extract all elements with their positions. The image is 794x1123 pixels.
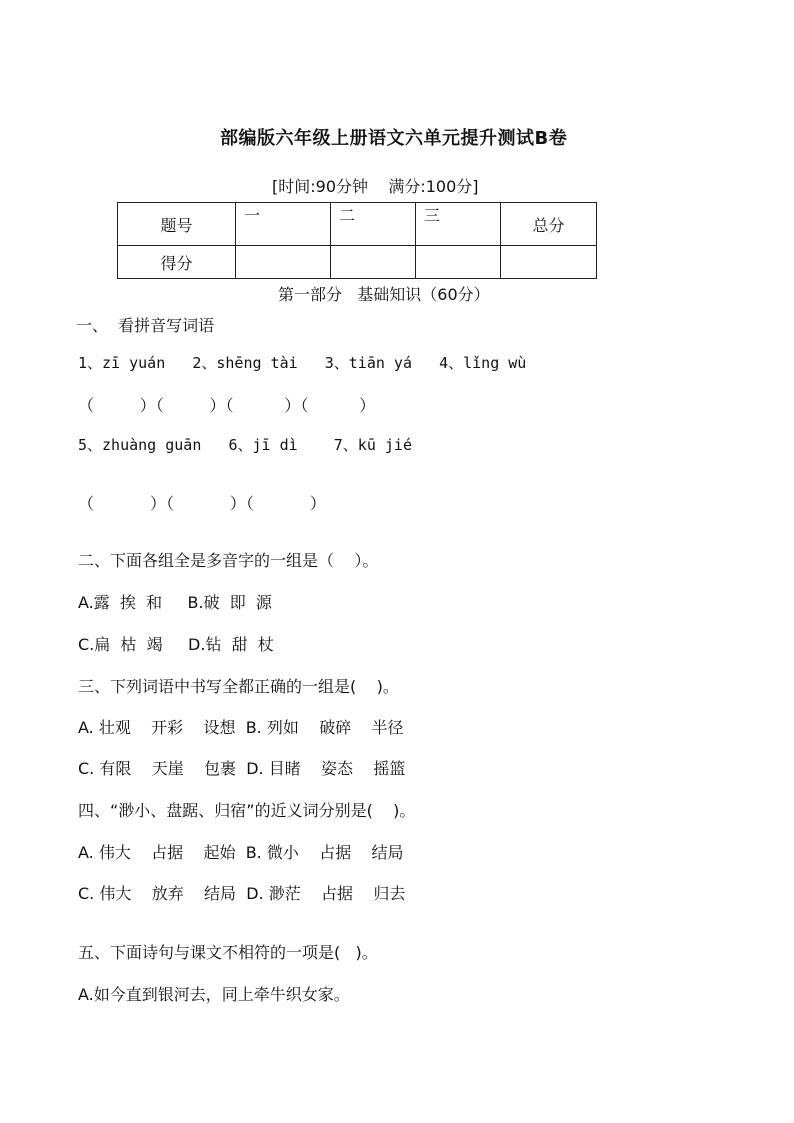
- score-table-header-total: 总分: [501, 203, 597, 246]
- q4-title: 四、“渺小、盘踞、归宿”的近义词分别是( )。: [78, 801, 416, 820]
- score-table: [117, 202, 597, 279]
- score-cell-1[interactable]: [236, 246, 331, 279]
- q1-pinyin-row-2: 5、zhuàng guān 6、jī dì 7、kū jié: [78, 436, 412, 454]
- q2-title: 二、下面各组全是多音字的一组是（ ）。: [78, 551, 379, 570]
- score-cell-3[interactable]: [416, 246, 501, 279]
- q4-options-ab: A. 伟大 占据 起始 B. 微小 占据 结局: [78, 843, 404, 862]
- score-table-header-2: 二: [331, 203, 416, 246]
- q1-title: 一、 看拼音写词语: [76, 316, 215, 335]
- score-table-header-label: 题号: [118, 203, 236, 246]
- q5-title: 五、下面诗句与课文不相符的一项是( )。: [78, 943, 378, 962]
- score-table-header-1: 一: [236, 203, 331, 246]
- q2-options-cd: C.扁 枯 竭 D.钻 甜 杖: [78, 635, 274, 654]
- score-cell-2[interactable]: [331, 246, 416, 279]
- score-table-header-3: 三: [416, 203, 501, 246]
- q2-options-ab: A.露 挨 和 B.破 即 源: [78, 593, 272, 612]
- document-title: 部编版六年级上册语文六单元提升测试B卷: [220, 128, 568, 149]
- q1-blanks-row-1: （ ）（ ）（ ）（ ）: [78, 396, 376, 415]
- q1-blanks-row-2: （ ）（ ）（ ）: [78, 494, 326, 513]
- score-cell-total[interactable]: [501, 246, 597, 279]
- score-table-row-label: 得分: [118, 246, 236, 279]
- q3-options-cd: C. 有限 天崖 包裹 D. 目睹 姿态 摇篮: [78, 759, 406, 778]
- q4-options-cd: C. 伟大 放弃 结局 D. 渺茫 占据 归去: [78, 884, 406, 903]
- q3-title: 三、下列词语中书写全都正确的一组是( )。: [78, 677, 399, 696]
- q3-options-ab: A. 壮观 开彩 设想 B. 列如 破碎 半径: [78, 718, 404, 737]
- q1-pinyin-row-1: 1、zī yuán 2、shēng tài 3、tiān yá 4、lǐng wù: [78, 354, 527, 372]
- q5-option-a: A.如今直到银河去，同上牵牛织女家。: [78, 985, 350, 1004]
- part1-title: 第一部分 基础知识（60分）: [278, 285, 490, 304]
- exam-meta: [时间:90分钟 满分:100分]: [272, 177, 479, 196]
